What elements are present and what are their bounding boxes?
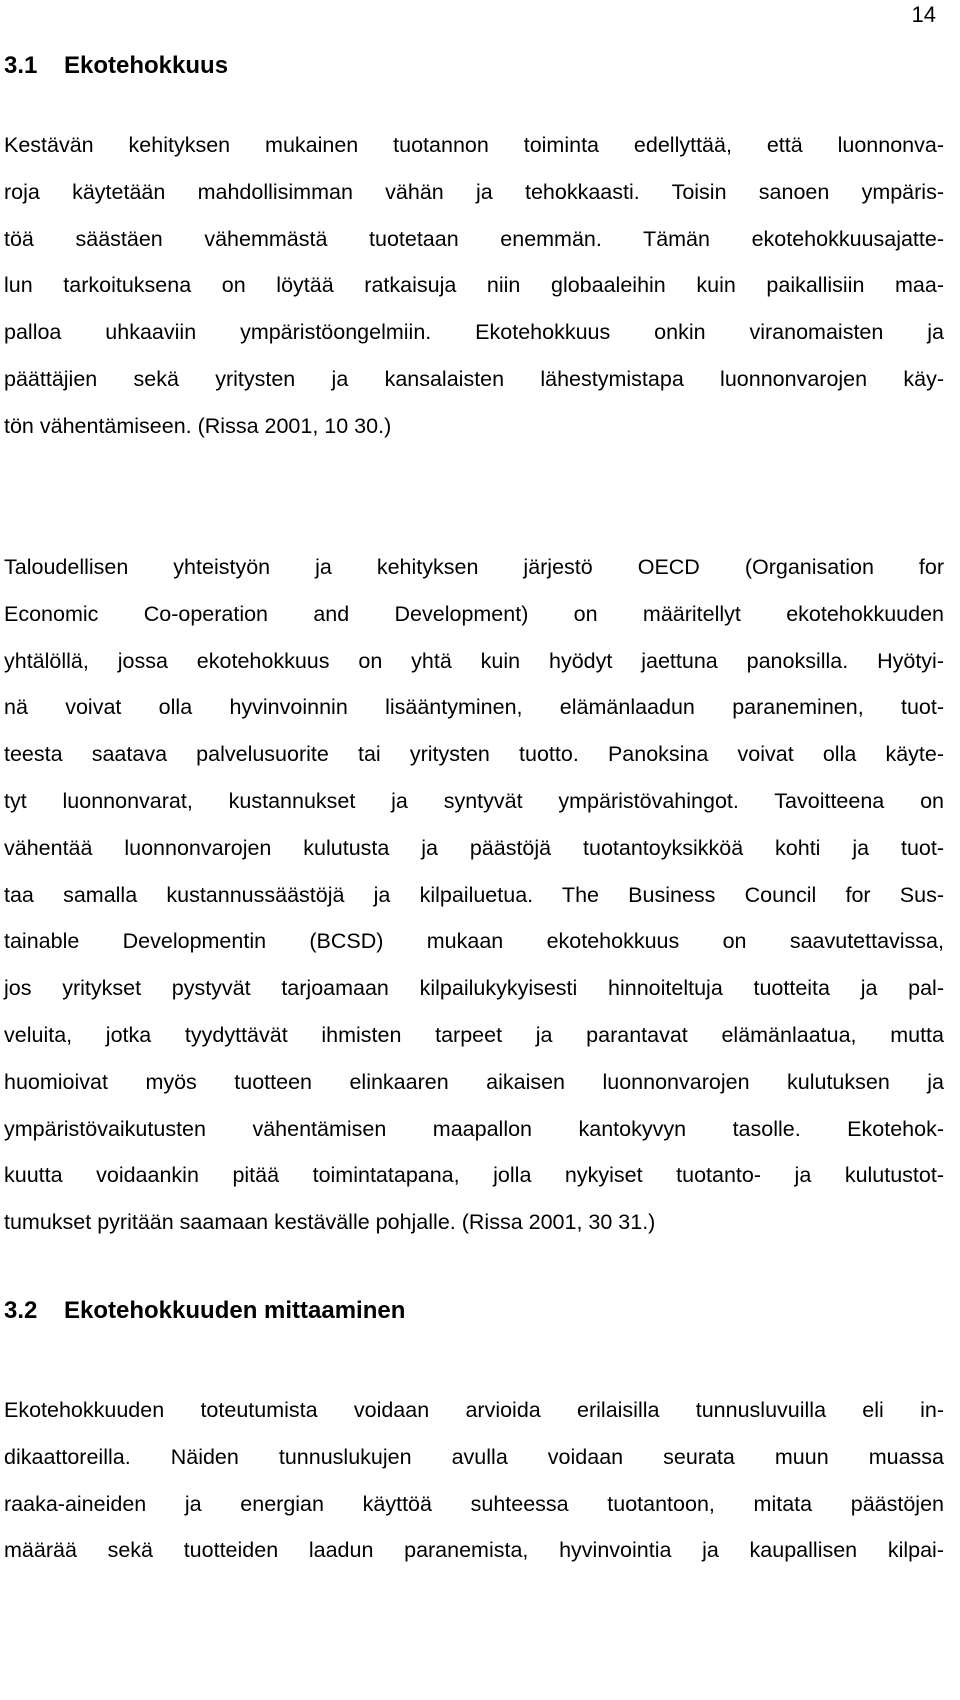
text-line: lun tarkoituksena on löytää ratkaisuja niin globaaleihin kuin paikallisiin maa- [4, 273, 944, 298]
text-line: Ekotehokkuuden toteutumista voidaan arvioida erilaisilla tunnusluvuilla eli in- [4, 1398, 944, 1422]
section-title: Ekotehokkuus [64, 52, 229, 79]
text-line: veluita, jotka tyydyttävät ihmisten tarpeet ja parantavat elämänlaatua, mutta [4, 1022, 944, 1047]
text-line: tyt luonnonvarat, kustannukset ja syntyvät ympäristövahingot. Tavoitteena on [4, 788, 944, 813]
section-heading-3-1 [4, 52, 228, 80]
paragraph [4, 1387, 944, 1574]
paragraph [4, 544, 944, 1246]
text-line: yhtälöllä, jossa ekotehokkuus on yhtä kuin hyödyt jaettuna panoksilla. Hyötyi- [4, 648, 944, 673]
text-line: tön vähentämiseen. (Rissa 2001, 10 30.) [4, 413, 392, 438]
text-line: määrää sekä tuotteiden laadun paranemista, hyvinvointia ja kaupallisen kilpai- [4, 1538, 944, 1563]
text-line: teesta saatava palvelusuorite tai yritysten tuotto. Panoksina voivat olla käyte- [4, 742, 944, 767]
text-line: taa samalla kustannussäästöjä ja kilpailuetua. The Business Council for Sus- [4, 882, 944, 907]
section-number: 3.2 [4, 1297, 38, 1324]
text-line: palloa uhkaaviin ympäristöongelmiin. Ekotehokkuus onkin viranomaisten ja [4, 320, 944, 345]
text-line: dikaattoreilla. Näiden tunnuslukujen avulla voidaan seurata muun muassa [4, 1444, 944, 1469]
text-line: Taloudellisen yhteistyön ja kehityksen järjestö OECD (Organisation for [4, 555, 944, 579]
text-line: huomioivat myös tuotteen elinkaaren aikaisen luonnonvarojen kulutuksen ja [4, 1069, 944, 1094]
text-line: ympäristövaikutusten vähentämisen maapallon kantokyvyn tasolle. Ekotehok- [4, 1116, 944, 1141]
text-line: kuutta voidaankin pitää toimintatapana, jolla nykyiset tuotanto- ja kulutustot- [4, 1163, 944, 1188]
text-line: raaka-aineiden ja energian käyttöä suhteessa tuotantoon, mitata päästöjen [4, 1491, 944, 1516]
text-line: nä voivat olla hyvinvoinnin lisääntyminen, elämänlaadun paraneminen, tuot- [4, 695, 944, 720]
text-line: Economic Co-operation and Development) on määritellyt ekotehokkuuden [4, 601, 944, 626]
section-heading-3-2 [4, 1297, 405, 1325]
text-line: tumukset pyritään saamaan kestävälle pohjalle. (Rissa 2001, 30 31.) [4, 1210, 656, 1235]
text-line: päättäjien sekä yritysten ja kansalaisten lähestymistapa luonnonvarojen käy- [4, 366, 944, 391]
text-line: töä säästäen vähemmästä tuotetaan enemmän. Tämän ekotehokkuusajatte- [4, 226, 944, 251]
text-line: Kestävän kehityksen mukainen tuotannon toiminta edellyttää, että luonnonva- [4, 133, 944, 157]
text-line: roja käytetään mahdollisimman vähän ja tehokkaasti. Toisin sanoen ympäris- [4, 179, 944, 204]
text-line: vähentää luonnonvarojen kulutusta ja päästöjä tuotantoyksikköä kohti ja tuot- [4, 835, 944, 860]
text-line: tainable Developmentin (BCSD) mukaan ekotehokkuus on saavutettavissa, [4, 929, 944, 954]
paragraph [4, 122, 944, 450]
text-line: jos yritykset pystyvät tarjoamaan kilpailukykyisesti hinnoiteltuja tuotteita ja pal- [4, 976, 944, 1001]
section-number: 3.1 [4, 52, 38, 79]
page-number: 14 [911, 2, 936, 27]
section-title: Ekotehokkuuden mittaaminen [64, 1297, 406, 1324]
